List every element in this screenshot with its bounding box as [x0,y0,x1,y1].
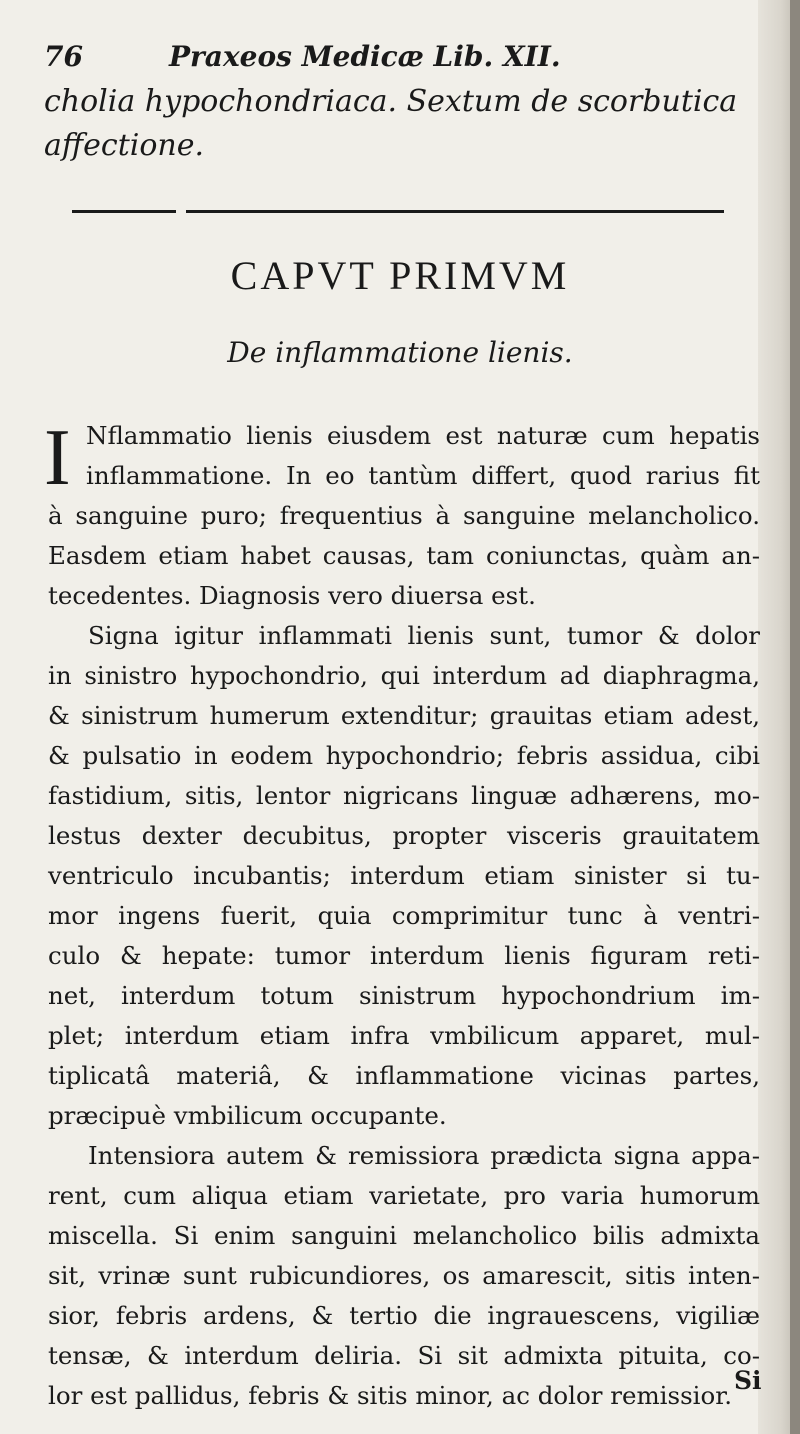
running-title: Praxeos Medicæ Lib. XII. [169,40,561,73]
body-line: culo & hepate: tumor interdum lienis figuram reti- [48,941,760,970]
drop-capital: I [44,414,71,502]
body-line: Signa igitur inflammati lienis sunt, tumor & dolor [88,621,760,650]
catchword: Si [734,1366,762,1395]
body-line: fastidium, sitis, lentor nigricans linguæ adhærens, mo- [48,781,760,810]
running-head [44,40,764,73]
body-line: Easdem etiam habet causas, tam coniunctas, quàm an- [48,541,760,570]
body-line: in sinistro hypochondrio, qui interdum ad diaphragma, [48,661,760,690]
body-line: Nflammatio lienis eiusdem est naturæ cum hepatis [86,421,760,450]
continued-text-line: cholia hypochondriaca. Sextum de scorbutica [44,84,738,119]
body-line: ventriculo incubantis; interdum etiam sinister si tu- [48,861,760,890]
body-line: Intensiora autem & remissiora prædicta signa appa- [88,1141,760,1170]
ornamental-rule [186,210,724,213]
body-line: tiplicatâ materiâ, & inflammatione vicinas partes, [48,1061,760,1090]
body-line: mor ingens fuerit, quia comprimitur tunc à ventri- [48,901,760,930]
body-line: lestus dexter decubitus, propter visceris grauitatem [48,821,760,850]
page-edge [790,0,800,1434]
body-line: & sinistrum humerum extenditur; grauitas etiam adest, [48,701,760,730]
body-line: præcipuè vmbilicum occupante. [48,1101,447,1130]
body-line: miscella. Si enim sanguini melancholico bilis admixta [48,1221,760,1250]
body-line: sior, febris ardens, & tertio die ingrauescens, vigiliæ [48,1301,760,1330]
body-line: & pulsatio in eodem hypochondrio; febris assidua, cibi [48,741,760,770]
body-line: sit, vrinæ sunt rubicundiores, os amarescit, sitis inten- [48,1261,760,1290]
body-line: tecedentes. Diagnosis vero diuersa est. [48,581,536,610]
body-line: à sanguine puro; frequentius à sanguine melancholico. [48,501,760,530]
continued-text-line: affectione. [44,128,205,163]
body-line: rent, cum aliqua etiam varietate, pro varia humorum [48,1181,760,1210]
page-number: 76 [44,40,83,73]
chapter-subtitle: De inflammatione lienis. [227,336,573,369]
body-line: lor est pallidus, febris & sitis minor, ac dolor remissior. [48,1381,733,1410]
body-line: inflammatione. In eo tantùm differt, quod rarius fit [86,461,760,490]
body-line: plet; interdum etiam infra vmbilicum apparet, mul- [48,1021,760,1050]
body-line: tensæ, & interdum deliria. Si sit admixta pituita, co- [48,1341,760,1370]
ornamental-rule [72,210,176,213]
body-line: net, interdum totum sinistrum hypochondrium im- [48,981,760,1010]
chapter-title: CAPVT PRIMVM [230,253,570,298]
